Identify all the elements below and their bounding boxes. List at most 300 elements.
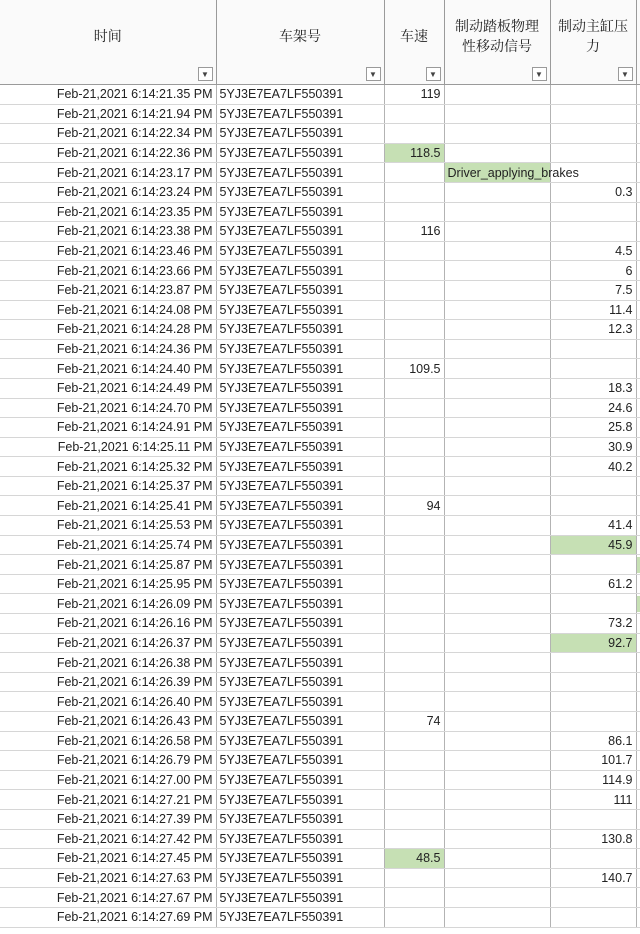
cell-pressure[interactable] [550, 202, 636, 222]
cell-vin[interactable]: 5YJ3E7EA7LF550391 [216, 202, 384, 222]
table-row[interactable] [0, 476, 640, 496]
cell-next-column[interactable] [636, 280, 640, 300]
cell-next-column[interactable] [636, 457, 640, 477]
cell-vin[interactable]: 5YJ3E7EA7LF550391 [216, 437, 384, 457]
cell-next-column[interactable] [636, 770, 640, 790]
cell-time[interactable]: Feb-21,2021 6:14:27.45 PM [0, 849, 216, 869]
cell-next-column[interactable] [636, 574, 640, 594]
cell-speed[interactable] [384, 574, 444, 594]
cell-pressure[interactable]: 101.7 [550, 751, 636, 771]
cell-pressure[interactable]: 111 [550, 790, 636, 810]
table-row[interactable] [0, 574, 640, 594]
table-row[interactable] [0, 653, 640, 673]
cell-pedal[interactable] [444, 457, 550, 477]
cell-vin[interactable]: 5YJ3E7EA7LF550391 [216, 418, 384, 438]
cell-time[interactable]: Feb-21,2021 6:14:24.08 PM [0, 300, 216, 320]
table-row[interactable] [0, 143, 640, 163]
cell-pedal[interactable] [444, 202, 550, 222]
cell-time[interactable]: Feb-21,2021 6:14:23.17 PM [0, 163, 216, 183]
cell-next-column[interactable] [636, 320, 640, 340]
cell-vin[interactable]: 5YJ3E7EA7LF550391 [216, 555, 384, 575]
cell-time[interactable]: Feb-21,2021 6:14:26.40 PM [0, 692, 216, 712]
cell-pressure[interactable]: 41.4 [550, 516, 636, 536]
cell-pedal[interactable] [444, 496, 550, 516]
cell-speed[interactable]: 74 [384, 712, 444, 732]
cell-pedal[interactable] [444, 790, 550, 810]
cell-next-column[interactable] [636, 751, 640, 771]
cell-time[interactable]: Feb-21,2021 6:14:25.53 PM [0, 516, 216, 536]
table-row[interactable] [0, 712, 640, 732]
cell-time[interactable]: Feb-21,2021 6:14:26.09 PM [0, 594, 216, 614]
cell-speed[interactable]: 48.5 [384, 849, 444, 869]
cell-pedal[interactable] [444, 829, 550, 849]
table-row[interactable] [0, 633, 640, 653]
cell-vin[interactable]: 5YJ3E7EA7LF550391 [216, 633, 384, 653]
cell-next-column[interactable] [636, 594, 640, 614]
cell-time[interactable]: Feb-21,2021 6:14:26.43 PM [0, 712, 216, 732]
table-row[interactable] [0, 692, 640, 712]
cell-vin[interactable]: 5YJ3E7EA7LF550391 [216, 594, 384, 614]
cell-speed[interactable]: 118.5 [384, 143, 444, 163]
cell-speed[interactable] [384, 731, 444, 751]
cell-pressure[interactable] [550, 124, 636, 144]
cell-vin[interactable]: 5YJ3E7EA7LF550391 [216, 653, 384, 673]
cell-speed[interactable] [384, 261, 444, 281]
table-row[interactable] [0, 907, 640, 927]
cell-time[interactable]: Feb-21,2021 6:14:24.70 PM [0, 398, 216, 418]
filter-dropdown-icon[interactable]: ▼ [426, 67, 441, 81]
table-row[interactable] [0, 222, 640, 242]
cell-speed[interactable] [384, 300, 444, 320]
cell-pedal[interactable]: Driver_applying_brakes [444, 163, 550, 183]
cell-speed[interactable] [384, 378, 444, 398]
table-row[interactable] [0, 241, 640, 261]
cell-time[interactable]: Feb-21,2021 6:14:25.87 PM [0, 555, 216, 575]
cell-time[interactable]: Feb-21,2021 6:14:23.24 PM [0, 182, 216, 202]
cell-speed[interactable] [384, 614, 444, 634]
table-row[interactable] [0, 378, 640, 398]
cell-time[interactable]: Feb-21,2021 6:14:25.74 PM [0, 535, 216, 555]
cell-vin[interactable]: 5YJ3E7EA7LF550391 [216, 849, 384, 869]
cell-speed[interactable] [384, 535, 444, 555]
cell-pedal[interactable] [444, 124, 550, 144]
cell-pressure[interactable] [550, 104, 636, 124]
cell-pressure[interactable]: 130.8 [550, 829, 636, 849]
table-row[interactable] [0, 594, 640, 614]
cell-speed[interactable]: 119 [384, 85, 444, 105]
cell-next-column[interactable] [636, 104, 640, 124]
cell-next-column[interactable] [636, 241, 640, 261]
cell-vin[interactable]: 5YJ3E7EA7LF550391 [216, 457, 384, 477]
cell-pedal[interactable] [444, 261, 550, 281]
cell-vin[interactable]: 5YJ3E7EA7LF550391 [216, 868, 384, 888]
cell-pressure[interactable]: 92.7 [550, 633, 636, 653]
cell-vin[interactable]: 5YJ3E7EA7LF550391 [216, 672, 384, 692]
cell-next-column[interactable] [636, 85, 640, 105]
cell-next-column[interactable] [636, 359, 640, 379]
cell-vin[interactable]: 5YJ3E7EA7LF550391 [216, 907, 384, 927]
table-row[interactable] [0, 496, 640, 516]
filter-dropdown-icon[interactable]: ▼ [532, 67, 547, 81]
cell-pedal[interactable] [444, 672, 550, 692]
cell-vin[interactable]: 5YJ3E7EA7LF550391 [216, 751, 384, 771]
cell-pedal[interactable] [444, 692, 550, 712]
cell-pressure[interactable]: 30.9 [550, 437, 636, 457]
cell-time[interactable]: Feb-21,2021 6:14:22.36 PM [0, 143, 216, 163]
filter-dropdown-icon[interactable]: ▼ [366, 67, 381, 81]
cell-speed[interactable] [384, 594, 444, 614]
table-row[interactable] [0, 790, 640, 810]
cell-next-column[interactable] [636, 202, 640, 222]
cell-next-column[interactable] [636, 849, 640, 869]
cell-speed[interactable] [384, 790, 444, 810]
cell-pressure[interactable] [550, 809, 636, 829]
cell-pedal[interactable] [444, 222, 550, 242]
cell-time[interactable]: Feb-21,2021 6:14:27.63 PM [0, 868, 216, 888]
cell-vin[interactable]: 5YJ3E7EA7LF550391 [216, 888, 384, 908]
cell-vin[interactable]: 5YJ3E7EA7LF550391 [216, 829, 384, 849]
cell-speed[interactable] [384, 163, 444, 183]
cell-pedal[interactable] [444, 907, 550, 927]
table-row[interactable] [0, 85, 640, 105]
cell-pedal[interactable] [444, 476, 550, 496]
cell-time[interactable]: Feb-21,2021 6:14:24.36 PM [0, 339, 216, 359]
cell-next-column[interactable] [636, 398, 640, 418]
cell-next-column[interactable] [636, 888, 640, 908]
table-row[interactable] [0, 888, 640, 908]
cell-pedal[interactable] [444, 770, 550, 790]
cell-vin[interactable]: 5YJ3E7EA7LF550391 [216, 712, 384, 732]
cell-vin[interactable]: 5YJ3E7EA7LF550391 [216, 320, 384, 340]
cell-speed[interactable] [384, 809, 444, 829]
cell-speed[interactable] [384, 457, 444, 477]
cell-time[interactable]: Feb-21,2021 6:14:23.35 PM [0, 202, 216, 222]
cell-speed[interactable] [384, 555, 444, 575]
cell-time[interactable]: Feb-21,2021 6:14:25.11 PM [0, 437, 216, 457]
table-row[interactable] [0, 555, 640, 575]
cell-pressure[interactable] [550, 222, 636, 242]
cell-time[interactable]: Feb-21,2021 6:14:26.16 PM [0, 614, 216, 634]
cell-speed[interactable] [384, 829, 444, 849]
cell-speed[interactable] [384, 241, 444, 261]
cell-pressure[interactable] [550, 555, 636, 575]
cell-pedal[interactable] [444, 849, 550, 869]
cell-pedal[interactable] [444, 535, 550, 555]
cell-pressure[interactable] [550, 594, 636, 614]
cell-next-column[interactable] [636, 261, 640, 281]
cell-speed[interactable] [384, 907, 444, 927]
cell-pedal[interactable] [444, 378, 550, 398]
cell-vin[interactable]: 5YJ3E7EA7LF550391 [216, 85, 384, 105]
cell-speed[interactable] [384, 770, 444, 790]
table-row[interactable] [0, 418, 640, 438]
cell-next-column[interactable] [636, 339, 640, 359]
table-row[interactable] [0, 751, 640, 771]
cell-pedal[interactable] [444, 104, 550, 124]
cell-next-column[interactable] [636, 555, 640, 575]
cell-time[interactable]: Feb-21,2021 6:14:27.67 PM [0, 888, 216, 908]
cell-vin[interactable]: 5YJ3E7EA7LF550391 [216, 516, 384, 536]
cell-pressure[interactable]: 61.2 [550, 574, 636, 594]
cell-vin[interactable]: 5YJ3E7EA7LF550391 [216, 790, 384, 810]
cell-next-column[interactable] [636, 712, 640, 732]
cell-pressure[interactable]: 45.9 [550, 535, 636, 555]
cell-speed[interactable] [384, 182, 444, 202]
cell-pedal[interactable] [444, 633, 550, 653]
cell-pedal[interactable] [444, 614, 550, 634]
cell-vin[interactable]: 5YJ3E7EA7LF550391 [216, 143, 384, 163]
cell-pressure[interactable]: 11.4 [550, 300, 636, 320]
cell-speed[interactable] [384, 418, 444, 438]
cell-speed[interactable] [384, 868, 444, 888]
cell-next-column[interactable] [636, 535, 640, 555]
cell-pedal[interactable] [444, 143, 550, 163]
table-row[interactable] [0, 182, 640, 202]
cell-pedal[interactable] [444, 85, 550, 105]
cell-next-column[interactable] [636, 300, 640, 320]
cell-time[interactable]: Feb-21,2021 6:14:24.91 PM [0, 418, 216, 438]
cell-vin[interactable]: 5YJ3E7EA7LF550391 [216, 339, 384, 359]
filter-dropdown-icon[interactable]: ▼ [618, 67, 633, 81]
cell-next-column[interactable] [636, 182, 640, 202]
table-row[interactable] [0, 163, 640, 183]
cell-vin[interactable]: 5YJ3E7EA7LF550391 [216, 535, 384, 555]
cell-time[interactable]: Feb-21,2021 6:14:26.37 PM [0, 633, 216, 653]
cell-time[interactable]: Feb-21,2021 6:14:23.66 PM [0, 261, 216, 281]
cell-speed[interactable] [384, 202, 444, 222]
cell-time[interactable]: Feb-21,2021 6:14:27.21 PM [0, 790, 216, 810]
cell-pedal[interactable] [444, 555, 550, 575]
cell-speed[interactable] [384, 280, 444, 300]
cell-pedal[interactable] [444, 398, 550, 418]
cell-vin[interactable]: 5YJ3E7EA7LF550391 [216, 574, 384, 594]
cell-next-column[interactable] [636, 496, 640, 516]
table-row[interactable] [0, 457, 640, 477]
cell-pedal[interactable] [444, 359, 550, 379]
cell-vin[interactable]: 5YJ3E7EA7LF550391 [216, 359, 384, 379]
cell-vin[interactable]: 5YJ3E7EA7LF550391 [216, 222, 384, 242]
cell-pressure[interactable] [550, 907, 636, 927]
cell-speed[interactable] [384, 124, 444, 144]
cell-time[interactable]: Feb-21,2021 6:14:25.95 PM [0, 574, 216, 594]
filter-dropdown-icon[interactable]: ▼ [198, 67, 213, 81]
cell-speed[interactable] [384, 516, 444, 536]
cell-next-column[interactable] [636, 516, 640, 536]
cell-pressure[interactable]: 86.1 [550, 731, 636, 751]
cell-time[interactable]: Feb-21,2021 6:14:23.38 PM [0, 222, 216, 242]
cell-next-column[interactable] [636, 143, 640, 163]
table-row[interactable] [0, 829, 640, 849]
cell-pedal[interactable] [444, 751, 550, 771]
cell-speed[interactable] [384, 104, 444, 124]
table-row[interactable] [0, 359, 640, 379]
cell-pedal[interactable] [444, 182, 550, 202]
cell-pressure[interactable] [550, 85, 636, 105]
cell-next-column[interactable] [636, 124, 640, 144]
cell-pedal[interactable] [444, 574, 550, 594]
table-row[interactable] [0, 261, 640, 281]
cell-vin[interactable]: 5YJ3E7EA7LF550391 [216, 378, 384, 398]
table-row[interactable] [0, 868, 640, 888]
cell-pedal[interactable] [444, 241, 550, 261]
cell-pedal[interactable] [444, 653, 550, 673]
table-row[interactable] [0, 849, 640, 869]
cell-next-column[interactable] [636, 437, 640, 457]
cell-vin[interactable]: 5YJ3E7EA7LF550391 [216, 300, 384, 320]
cell-next-column[interactable] [636, 163, 640, 183]
cell-vin[interactable]: 5YJ3E7EA7LF550391 [216, 182, 384, 202]
cell-next-column[interactable] [636, 672, 640, 692]
table-row[interactable] [0, 104, 640, 124]
cell-next-column[interactable] [636, 790, 640, 810]
cell-time[interactable]: Feb-21,2021 6:14:21.94 PM [0, 104, 216, 124]
cell-time[interactable]: Feb-21,2021 6:14:27.00 PM [0, 770, 216, 790]
cell-pedal[interactable] [444, 339, 550, 359]
cell-time[interactable]: Feb-21,2021 6:14:25.37 PM [0, 476, 216, 496]
cell-vin[interactable]: 5YJ3E7EA7LF550391 [216, 496, 384, 516]
cell-pressure[interactable]: 140.7 [550, 868, 636, 888]
cell-time[interactable]: Feb-21,2021 6:14:24.40 PM [0, 359, 216, 379]
cell-next-column[interactable] [636, 907, 640, 927]
cell-speed[interactable] [384, 672, 444, 692]
cell-pressure[interactable]: 114.9 [550, 770, 636, 790]
cell-pedal[interactable] [444, 809, 550, 829]
cell-pressure[interactable]: 25.8 [550, 418, 636, 438]
cell-speed[interactable] [384, 633, 444, 653]
cell-pedal[interactable] [444, 300, 550, 320]
cell-vin[interactable]: 5YJ3E7EA7LF550391 [216, 809, 384, 829]
table-row[interactable] [0, 398, 640, 418]
cell-time[interactable]: Feb-21,2021 6:14:26.39 PM [0, 672, 216, 692]
cell-pedal[interactable] [444, 731, 550, 751]
cell-speed[interactable] [384, 888, 444, 908]
table-row[interactable] [0, 202, 640, 222]
cell-pressure[interactable] [550, 692, 636, 712]
cell-next-column[interactable] [636, 868, 640, 888]
table-row[interactable] [0, 731, 640, 751]
cell-pedal[interactable] [444, 437, 550, 457]
cell-vin[interactable]: 5YJ3E7EA7LF550391 [216, 241, 384, 261]
cell-speed[interactable] [384, 692, 444, 712]
cell-next-column[interactable] [636, 829, 640, 849]
cell-pedal[interactable] [444, 320, 550, 340]
cell-pressure[interactable] [550, 653, 636, 673]
cell-vin[interactable]: 5YJ3E7EA7LF550391 [216, 770, 384, 790]
table-row[interactable] [0, 437, 640, 457]
cell-next-column[interactable] [636, 809, 640, 829]
cell-speed[interactable] [384, 476, 444, 496]
cell-next-column[interactable] [636, 653, 640, 673]
cell-pressure[interactable] [550, 496, 636, 516]
cell-speed[interactable] [384, 339, 444, 359]
cell-vin[interactable]: 5YJ3E7EA7LF550391 [216, 261, 384, 281]
cell-pedal[interactable] [444, 868, 550, 888]
cell-pressure[interactable] [550, 143, 636, 163]
table-row[interactable] [0, 339, 640, 359]
table-row[interactable] [0, 535, 640, 555]
cell-pressure[interactable]: 0.3 [550, 182, 636, 202]
cell-vin[interactable]: 5YJ3E7EA7LF550391 [216, 731, 384, 751]
cell-time[interactable]: Feb-21,2021 6:14:27.42 PM [0, 829, 216, 849]
cell-vin[interactable]: 5YJ3E7EA7LF550391 [216, 614, 384, 634]
cell-pressure[interactable] [550, 672, 636, 692]
cell-time[interactable]: Feb-21,2021 6:14:21.35 PM [0, 85, 216, 105]
cell-pressure[interactable] [550, 888, 636, 908]
cell-time[interactable]: Feb-21,2021 6:14:24.28 PM [0, 320, 216, 340]
cell-next-column[interactable] [636, 633, 640, 653]
cell-speed[interactable] [384, 437, 444, 457]
cell-speed[interactable] [384, 653, 444, 673]
cell-time[interactable]: Feb-21,2021 6:14:25.32 PM [0, 457, 216, 477]
cell-speed[interactable] [384, 398, 444, 418]
cell-vin[interactable]: 5YJ3E7EA7LF550391 [216, 398, 384, 418]
cell-pedal[interactable] [444, 712, 550, 732]
cell-vin[interactable]: 5YJ3E7EA7LF550391 [216, 163, 384, 183]
cell-vin[interactable]: 5YJ3E7EA7LF550391 [216, 124, 384, 144]
cell-next-column[interactable] [636, 692, 640, 712]
cell-time[interactable]: Feb-21,2021 6:14:23.46 PM [0, 241, 216, 261]
cell-time[interactable]: Feb-21,2021 6:14:22.34 PM [0, 124, 216, 144]
cell-pressure[interactable] [550, 476, 636, 496]
table-row[interactable] [0, 280, 640, 300]
cell-vin[interactable]: 5YJ3E7EA7LF550391 [216, 692, 384, 712]
cell-speed[interactable]: 116 [384, 222, 444, 242]
cell-pressure[interactable] [550, 339, 636, 359]
table-row[interactable] [0, 770, 640, 790]
cell-vin[interactable]: 5YJ3E7EA7LF550391 [216, 104, 384, 124]
cell-pedal[interactable] [444, 516, 550, 536]
cell-pressure[interactable]: 4.5 [550, 241, 636, 261]
cell-next-column[interactable] [636, 418, 640, 438]
table-row[interactable] [0, 614, 640, 634]
cell-vin[interactable]: 5YJ3E7EA7LF550391 [216, 476, 384, 496]
cell-next-column[interactable] [636, 731, 640, 751]
table-row[interactable] [0, 672, 640, 692]
cell-pedal[interactable] [444, 280, 550, 300]
cell-speed[interactable]: 94 [384, 496, 444, 516]
table-row[interactable] [0, 124, 640, 144]
cell-time[interactable]: Feb-21,2021 6:14:23.87 PM [0, 280, 216, 300]
cell-pressure[interactable]: 18.3 [550, 378, 636, 398]
cell-pressure[interactable] [550, 849, 636, 869]
cell-time[interactable]: Feb-21,2021 6:14:27.39 PM [0, 809, 216, 829]
cell-pressure[interactable]: 24.6 [550, 398, 636, 418]
cell-next-column[interactable] [636, 222, 640, 242]
cell-time[interactable]: Feb-21,2021 6:14:27.69 PM [0, 907, 216, 927]
cell-next-column[interactable] [636, 614, 640, 634]
cell-pedal[interactable] [444, 418, 550, 438]
cell-time[interactable]: Feb-21,2021 6:14:26.38 PM [0, 653, 216, 673]
cell-pressure[interactable] [550, 712, 636, 732]
cell-time[interactable]: Feb-21,2021 6:14:26.79 PM [0, 751, 216, 771]
cell-pressure[interactable]: 7.5 [550, 280, 636, 300]
cell-vin[interactable]: 5YJ3E7EA7LF550391 [216, 280, 384, 300]
cell-pedal[interactable] [444, 594, 550, 614]
cell-pedal[interactable] [444, 888, 550, 908]
cell-pressure[interactable] [550, 359, 636, 379]
table-row[interactable] [0, 320, 640, 340]
cell-pressure[interactable]: 12.3 [550, 320, 636, 340]
cell-time[interactable]: Feb-21,2021 6:14:24.49 PM [0, 378, 216, 398]
cell-time[interactable]: Feb-21,2021 6:14:26.58 PM [0, 731, 216, 751]
cell-speed[interactable] [384, 320, 444, 340]
cell-next-column[interactable] [636, 476, 640, 496]
cell-pressure[interactable]: 40.2 [550, 457, 636, 477]
table-row[interactable] [0, 300, 640, 320]
cell-time[interactable]: Feb-21,2021 6:14:25.41 PM [0, 496, 216, 516]
table-row[interactable] [0, 809, 640, 829]
cell-speed[interactable]: 109.5 [384, 359, 444, 379]
